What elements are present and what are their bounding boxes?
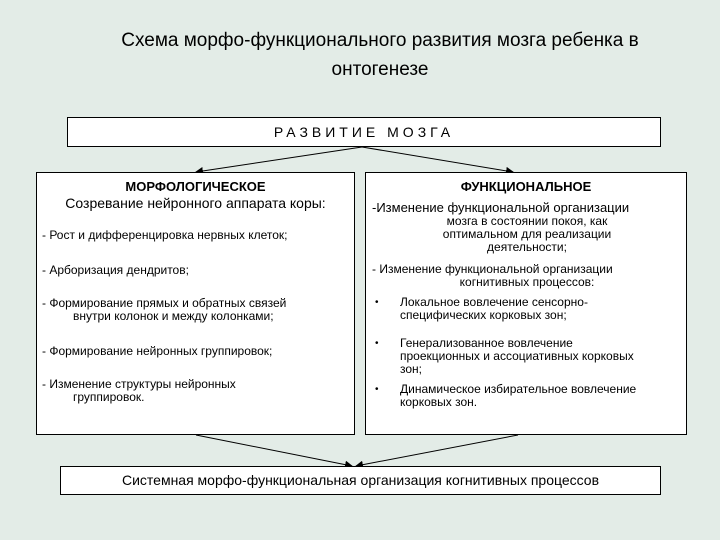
systemic-organization-box: Системная морфо-функциональная организация когнитивных процессов: [60, 466, 661, 495]
morphological-subheading: Созревание нейронного аппарата коры:: [65, 195, 326, 211]
func-bullet-2-line-1: Генерализованное вовлечение: [400, 336, 573, 350]
func-item-1-line-1: -Изменение функциональной организации: [372, 200, 630, 215]
func-item-1-line-4: деятельности;: [487, 240, 567, 254]
morph-item-2: [42, 264, 189, 277]
morph-item-2-line-1: - Арборизация дендритов;: [42, 263, 189, 277]
title-line-2: онтогенезе: [331, 59, 429, 80]
func-bullet-1: [400, 296, 588, 322]
func-item-2-line-2: когнитивных процессов:: [459, 275, 595, 289]
func-bullet-3: [400, 383, 636, 409]
func-item-1-line-2: мозга в состоянии покоя, как: [446, 214, 608, 228]
morph-item-1: [42, 229, 287, 242]
arrow-to-functional: [362, 147, 513, 172]
brain-development-box: РАЗВИТИЕ МОЗГА: [67, 117, 661, 147]
morph-item-3: [42, 297, 286, 323]
morph-item-5: [42, 378, 236, 404]
bullet-icon: •: [375, 384, 379, 395]
morph-item-3-line-2: внутри колонок и между колонками;: [73, 309, 274, 323]
morphological-heading: МОРФОЛОГИЧЕСКОЕ: [125, 179, 266, 194]
func-bullet-2-line-2: проекционных и ассоциативных корковых: [400, 349, 634, 363]
morph-item-5-line-2: группировок.: [73, 390, 145, 404]
func-item-1-line-3: оптимальном для реализации: [442, 227, 612, 241]
morph-item-5-line-1: - Изменение структуры нейронных: [42, 377, 236, 391]
bullet-icon: •: [375, 338, 379, 349]
func-bullet-2-line-3: зон;: [400, 362, 423, 376]
functional-heading: ФУНКЦИОНАЛЬНОЕ: [460, 179, 592, 194]
morphological-box: [36, 172, 355, 435]
func-item-2-line-1: - Изменение функциональной организации: [372, 262, 613, 276]
func-bullet-3-line-1: Динамическое избирательное вовлечение: [400, 382, 637, 396]
title-line-1: Схема морфо-функционального развития мозга ребенка в: [121, 30, 639, 51]
morph-item-1-line-1: - Рост и дифференцировка нервных клеток;: [42, 228, 288, 242]
func-bullet-2: [400, 337, 634, 376]
func-bullet-1-line-2: специфических корковых зон;: [400, 308, 567, 322]
morph-item-4: [42, 345, 272, 358]
func-bullet-3-line-2: корковых зон.: [400, 395, 478, 409]
arrow-from-morphological: [196, 435, 352, 466]
func-bullet-1-line-1: Локальное вовлечение сенсорно-: [400, 295, 588, 309]
arrow-to-morphological: [196, 147, 362, 172]
bullet-icon: •: [375, 297, 379, 308]
morph-item-3-line-1: - Формирование прямых и обратных связей: [42, 296, 287, 310]
functional-box: [365, 172, 687, 435]
arrow-from-functional: [356, 435, 518, 466]
morph-item-4-line-1: - Формирование нейронных группировок;: [42, 344, 273, 358]
